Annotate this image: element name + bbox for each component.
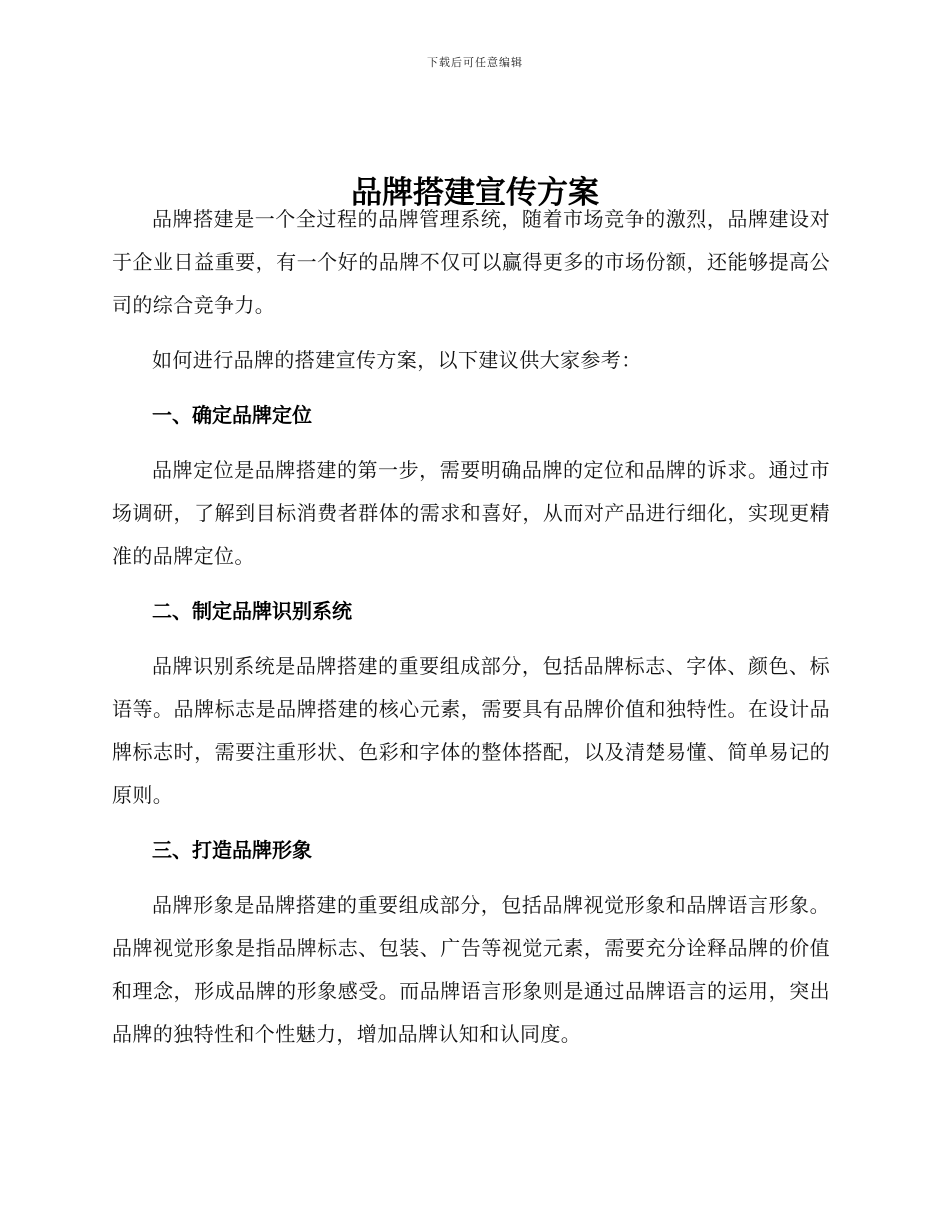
section-paragraph: 品牌形象是品牌搭建的重要组成部分，包括品牌视觉形象和品牌语言形象。品牌视觉形象是指品牌标志、包装、广告等视觉元素，需要充分诠释品牌的价值和理念，形成品牌的形象感受。而品牌语言形象则是通过品牌语言的运用，突出品牌的独特性和个性魅力，增加品牌认知和认同度。 bbox=[112, 893, 830, 1046]
section-heading: 二、制定品牌识别系统 bbox=[152, 599, 352, 623]
intro-paragraph: 品牌搭建是一个全过程的品牌管理系统，随着市场竞争的激烈，品牌建设对于企业日益重要，有一个好的品牌不仅可以赢得更多的市场份额，还能够提高公司的综合竞争力。 bbox=[112, 207, 830, 317]
document-title: 品牌搭建宣传方案 bbox=[351, 174, 599, 211]
section-heading: 一、确定品牌定位 bbox=[152, 403, 312, 427]
document-body bbox=[112, 198, 830, 1068]
intro-paragraph: 如何进行品牌的搭建宣传方案，以下建议供大家参考： bbox=[152, 348, 642, 372]
section-heading: 三、打造品牌形象 bbox=[152, 838, 312, 862]
header-note: 下载后可任意编辑 bbox=[427, 56, 523, 69]
section-paragraph: 品牌定位是品牌搭建的第一步，需要明确品牌的定位和品牌的诉求。通过市场调研，了解到目标消费者群体的需求和喜好，从而对产品进行细化，实现更精准的品牌定位。 bbox=[112, 458, 830, 568]
section-paragraph: 品牌识别系统是品牌搭建的重要组成部分，包括品牌标志、字体、颜色、标语等。品牌标志是品牌搭建的核心元素，需要具有品牌价值和独特性。在设计品牌标志时，需要注重形状、色彩和字体的整体搭配，以及清楚易懂、简单易记的原则。 bbox=[112, 654, 830, 807]
